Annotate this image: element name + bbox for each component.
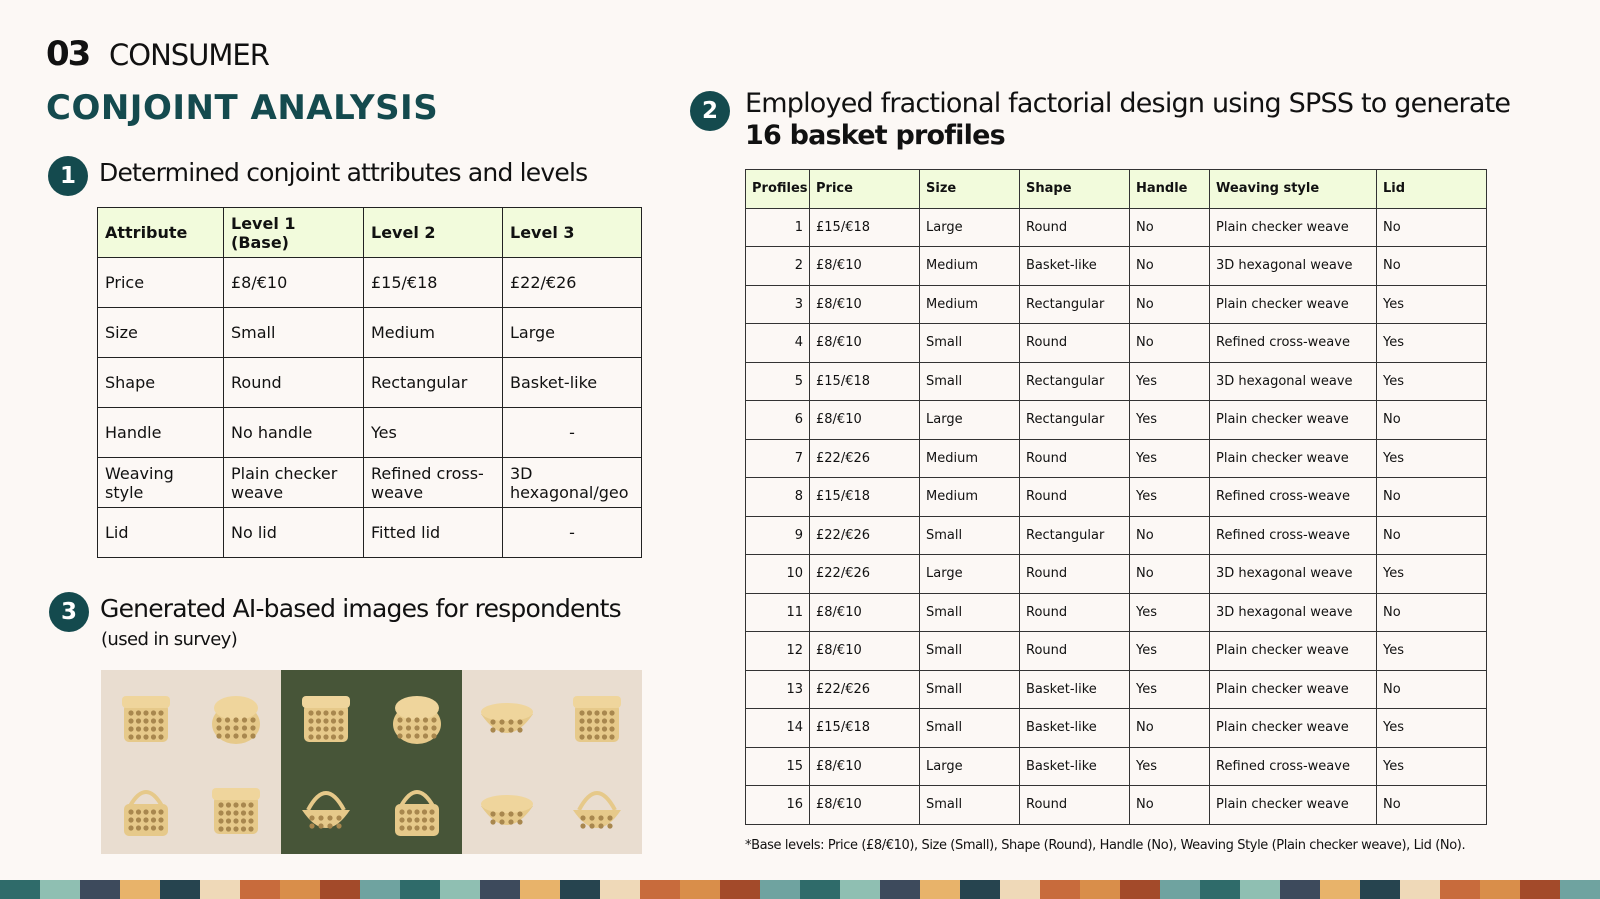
table-cell: Small: [224, 308, 364, 358]
table-cell: 12: [746, 632, 810, 671]
table-cell: £22/€26: [810, 555, 920, 594]
stripe-segment: [640, 880, 680, 899]
table-cell: 6: [746, 401, 810, 440]
section-number: 03: [46, 34, 90, 74]
column-header: Level 2: [364, 208, 503, 258]
table-cell: Small: [920, 632, 1020, 671]
step-1-badge: 1: [48, 156, 88, 196]
table-cell: Small: [920, 324, 1020, 363]
stripe-segment: [1240, 880, 1280, 899]
stripe-segment: [120, 880, 160, 899]
stripe-segment: [1280, 880, 1320, 899]
table-cell: Round: [1020, 208, 1130, 247]
table-cell: £8/€10: [810, 324, 920, 363]
table-cell: Large: [920, 747, 1020, 786]
stripe-segment: [0, 880, 40, 899]
stripe-segment: [480, 880, 520, 899]
table-cell: Small: [920, 593, 1020, 632]
column-header: Weaving style: [1210, 170, 1377, 209]
table-cell: Yes: [1130, 747, 1210, 786]
stripe-segment: [1440, 880, 1480, 899]
table-cell: Rectangular: [1020, 362, 1130, 401]
table-cell: Lid: [98, 508, 224, 558]
stripe-segment: [520, 880, 560, 899]
table-cell: £8/€10: [810, 786, 920, 825]
basket-image: [191, 670, 281, 762]
basket-image: [101, 670, 191, 762]
table-row: [746, 786, 1487, 825]
table-cell: Yes: [1130, 593, 1210, 632]
table-cell: £22/€26: [810, 670, 920, 709]
table-cell: 1: [746, 208, 810, 247]
basket-image: [462, 762, 552, 854]
section-label: CONSUMER: [109, 38, 269, 72]
step-1-heading: Determined conjoint attributes and levels: [99, 158, 588, 187]
stripe-segment: [960, 880, 1000, 899]
table-cell: Round: [1020, 593, 1130, 632]
table-cell: 3D hexagonal/geo: [503, 458, 642, 508]
table-cell: 11: [746, 593, 810, 632]
table-cell: £8/€10: [810, 401, 920, 440]
table-cell: £8/€10: [810, 593, 920, 632]
table-cell: Yes: [1130, 401, 1210, 440]
table-cell: Basket-like: [1020, 709, 1130, 748]
table-cell: Plain checker weave: [224, 458, 364, 508]
table-cell: No: [1130, 516, 1210, 555]
table-cell: Fitted lid: [364, 508, 503, 558]
stripe-segment: [40, 880, 80, 899]
table-cell: 3D hexagonal weave: [1210, 362, 1377, 401]
table-cell: Basket-like: [1020, 247, 1130, 286]
table-cell: Small: [920, 670, 1020, 709]
table-cell: No: [1377, 401, 1487, 440]
table-cell: Basket-like: [1020, 747, 1130, 786]
table-cell: No handle: [224, 408, 364, 458]
table-cell: Plain checker weave: [1210, 786, 1377, 825]
table-cell: Small: [920, 516, 1020, 555]
basket-image: [371, 670, 461, 762]
column-header: Level 1 (Base): [224, 208, 364, 258]
table-row: [746, 362, 1487, 401]
table-cell: Yes: [1377, 362, 1487, 401]
table-cell: Round: [1020, 555, 1130, 594]
table-row: [98, 308, 642, 358]
profiles-table-header: [746, 170, 1487, 209]
basket-image-grid: [101, 670, 642, 854]
table-cell: Refined cross-weave: [364, 458, 503, 508]
basket-image: [371, 762, 461, 854]
table-cell: £22/€26: [810, 439, 920, 478]
stripe-segment: [600, 880, 640, 899]
table-cell: 13: [746, 670, 810, 709]
table-cell: Shape: [98, 358, 224, 408]
stripe-segment: [1160, 880, 1200, 899]
table-cell: -: [503, 408, 642, 458]
table-cell: No: [1377, 516, 1487, 555]
table-cell: £8/€10: [224, 258, 364, 308]
table-cell: Round: [224, 358, 364, 408]
stripe-segment: [880, 880, 920, 899]
attributes-table-header: [98, 208, 642, 258]
table-row: [746, 208, 1487, 247]
table-cell: 10: [746, 555, 810, 594]
table-cell: No: [1377, 247, 1487, 286]
table-cell: Rectangular: [364, 358, 503, 408]
table-cell: Plain checker weave: [1210, 208, 1377, 247]
basket-illustration: [561, 772, 633, 844]
table-cell: Plain checker weave: [1210, 709, 1377, 748]
basket-image: [191, 762, 281, 854]
table-cell: No: [1130, 208, 1210, 247]
basket-illustration: [290, 772, 362, 844]
table-cell: -: [503, 508, 642, 558]
table-cell: Small: [920, 362, 1020, 401]
table-row: [746, 247, 1487, 286]
step-2-heading-bold: 16 basket profiles: [745, 120, 1005, 151]
table-cell: Yes: [1377, 747, 1487, 786]
table-row: [98, 258, 642, 308]
table-cell: Rectangular: [1020, 516, 1130, 555]
table-cell: Round: [1020, 786, 1130, 825]
table-cell: Rectangular: [1020, 285, 1130, 324]
table-row: [746, 478, 1487, 517]
table-cell: Rectangular: [1020, 401, 1130, 440]
basket-illustration: [471, 772, 543, 844]
column-header: Level 3: [503, 208, 642, 258]
table-cell: 3D hexagonal weave: [1210, 247, 1377, 286]
stripe-segment: [1520, 880, 1560, 899]
table-cell: No: [1130, 285, 1210, 324]
basket-illustration: [561, 680, 633, 752]
table-cell: Basket-like: [503, 358, 642, 408]
basket-image: [281, 670, 371, 762]
table-cell: Yes: [1130, 362, 1210, 401]
table-cell: Plain checker weave: [1210, 285, 1377, 324]
table-cell: Yes: [1377, 709, 1487, 748]
stripe-segment: [240, 880, 280, 899]
table-cell: Large: [503, 308, 642, 358]
table-row: [746, 401, 1487, 440]
table-cell: 15: [746, 747, 810, 786]
column-header: Shape: [1020, 170, 1130, 209]
table-row: [746, 593, 1487, 632]
table-row: [98, 458, 642, 508]
table-cell: Round: [1020, 478, 1130, 517]
table-cell: 4: [746, 324, 810, 363]
column-header: Lid: [1377, 170, 1487, 209]
table-cell: No lid: [224, 508, 364, 558]
step-2-badge: 2: [690, 91, 730, 131]
table-cell: Round: [1020, 632, 1130, 671]
table-cell: No: [1130, 324, 1210, 363]
table-cell: 2: [746, 247, 810, 286]
table-cell: Yes: [1377, 439, 1487, 478]
table-cell: Yes: [364, 408, 503, 458]
stripe-segment: [80, 880, 120, 899]
table-cell: £8/€10: [810, 632, 920, 671]
table-cell: Large: [920, 401, 1020, 440]
table-cell: Yes: [1130, 632, 1210, 671]
stripe-segment: [680, 880, 720, 899]
column-header: Profiles: [746, 170, 810, 209]
basket-image: [462, 670, 552, 762]
stripe-segment: [1040, 880, 1080, 899]
table-cell: 7: [746, 439, 810, 478]
stripe-segment: [1400, 880, 1440, 899]
decorative-stripe: [0, 880, 1600, 899]
stripe-segment: [1000, 880, 1040, 899]
table-cell: 9: [746, 516, 810, 555]
stripe-segment: [200, 880, 240, 899]
table-row: [746, 747, 1487, 786]
table-row: [746, 439, 1487, 478]
basket-image: [281, 762, 371, 854]
page-title: CONJOINT ANALYSIS: [46, 88, 439, 128]
table-cell: £15/€18: [810, 709, 920, 748]
table-cell: Price: [98, 258, 224, 308]
stripe-segment: [760, 880, 800, 899]
column-header: Handle: [1130, 170, 1210, 209]
table-cell: 3D hexagonal weave: [1210, 593, 1377, 632]
table-cell: Basket-like: [1020, 670, 1130, 709]
table-row: [746, 516, 1487, 555]
basket-illustration: [471, 680, 543, 752]
step-3-subheading: (used in survey): [101, 629, 238, 650]
stripe-segment: [1320, 880, 1360, 899]
table-cell: Large: [920, 555, 1020, 594]
table-cell: Yes: [1377, 555, 1487, 594]
table-cell: £15/€18: [810, 362, 920, 401]
table-row: [746, 670, 1487, 709]
table-cell: Yes: [1130, 670, 1210, 709]
table-cell: Yes: [1377, 632, 1487, 671]
table-cell: No: [1130, 555, 1210, 594]
stripe-segment: [1480, 880, 1520, 899]
table-cell: Small: [920, 786, 1020, 825]
table-cell: £8/€10: [810, 285, 920, 324]
step-3-badge: 3: [49, 592, 89, 632]
table-cell: Small: [920, 709, 1020, 748]
table-row: [98, 408, 642, 458]
stripe-segment: [800, 880, 840, 899]
table-cell: Medium: [920, 439, 1020, 478]
table-cell: £15/€18: [810, 208, 920, 247]
table-cell: No: [1130, 247, 1210, 286]
table-cell: Plain checker weave: [1210, 632, 1377, 671]
stripe-segment: [440, 880, 480, 899]
table-cell: No: [1130, 709, 1210, 748]
table-cell: Large: [920, 208, 1020, 247]
basket-illustration: [290, 680, 362, 752]
table-cell: Refined cross-weave: [1210, 747, 1377, 786]
table-cell: Plain checker weave: [1210, 439, 1377, 478]
basket-image: [552, 670, 642, 762]
table-cell: Yes: [1377, 324, 1487, 363]
table-row: [98, 508, 642, 558]
table-cell: 5: [746, 362, 810, 401]
stripe-segment: [560, 880, 600, 899]
table-cell: 3D hexagonal weave: [1210, 555, 1377, 594]
basket-illustration: [200, 772, 272, 844]
table-cell: Size: [98, 308, 224, 358]
profiles-table: [745, 169, 1487, 825]
column-header: Size: [920, 170, 1020, 209]
table-cell: 14: [746, 709, 810, 748]
footnote: *Base levels: Price (£8/€10), Size (Small), Shape (Round), Handle (No), Weaving Style (Plain checker weave), Lid (No).: [745, 838, 1466, 853]
stripe-segment: [320, 880, 360, 899]
table-cell: £15/€18: [810, 478, 920, 517]
stripe-segment: [160, 880, 200, 899]
stripe-segment: [1360, 880, 1400, 899]
table-cell: No: [1130, 786, 1210, 825]
table-row: [746, 709, 1487, 748]
table-cell: Round: [1020, 439, 1130, 478]
table-cell: Plain checker weave: [1210, 401, 1377, 440]
basket-illustration: [110, 680, 182, 752]
table-cell: Refined cross-weave: [1210, 516, 1377, 555]
table-cell: 16: [746, 786, 810, 825]
attributes-table: [97, 207, 642, 558]
table-cell: Refined cross-weave: [1210, 324, 1377, 363]
table-cell: Yes: [1130, 439, 1210, 478]
basket-illustration: [110, 772, 182, 844]
basket-illustration: [381, 772, 453, 844]
stripe-segment: [400, 880, 440, 899]
table-cell: Medium: [364, 308, 503, 358]
table-cell: £15/€18: [364, 258, 503, 308]
table-cell: No: [1377, 786, 1487, 825]
column-header: Price: [810, 170, 920, 209]
table-cell: No: [1377, 593, 1487, 632]
stripe-segment: [1080, 880, 1120, 899]
stripe-segment: [720, 880, 760, 899]
table-cell: £22/€26: [503, 258, 642, 308]
stripe-segment: [1560, 880, 1600, 899]
table-cell: Yes: [1377, 285, 1487, 324]
basket-image: [552, 762, 642, 854]
column-header: Attribute: [98, 208, 224, 258]
table-cell: No: [1377, 670, 1487, 709]
stripe-segment: [1120, 880, 1160, 899]
table-cell: 3: [746, 285, 810, 324]
table-cell: 8: [746, 478, 810, 517]
table-cell: Weaving style: [98, 458, 224, 508]
step-2-heading: Employed fractional factorial design using SPSS to generate: [745, 88, 1511, 119]
table-cell: Medium: [920, 285, 1020, 324]
table-cell: £8/€10: [810, 747, 920, 786]
stripe-segment: [920, 880, 960, 899]
table-cell: Medium: [920, 478, 1020, 517]
stripe-segment: [280, 880, 320, 899]
table-cell: Plain checker weave: [1210, 670, 1377, 709]
table-cell: No: [1377, 478, 1487, 517]
table-cell: No: [1377, 208, 1487, 247]
stripe-segment: [360, 880, 400, 899]
basket-image: [101, 762, 191, 854]
table-cell: Yes: [1130, 478, 1210, 517]
basket-illustration: [381, 680, 453, 752]
table-cell: Handle: [98, 408, 224, 458]
table-row: [746, 632, 1487, 671]
table-cell: £22/€26: [810, 516, 920, 555]
table-cell: £8/€10: [810, 247, 920, 286]
table-row: [746, 555, 1487, 594]
table-cell: Refined cross-weave: [1210, 478, 1377, 517]
table-row: [746, 324, 1487, 363]
table-row: [98, 358, 642, 408]
table-cell: Round: [1020, 324, 1130, 363]
stripe-segment: [840, 880, 880, 899]
basket-illustration: [200, 680, 272, 752]
stripe-segment: [1200, 880, 1240, 899]
table-cell: Medium: [920, 247, 1020, 286]
step-3-heading: Generated AI-based images for respondents: [100, 594, 621, 623]
table-row: [746, 285, 1487, 324]
